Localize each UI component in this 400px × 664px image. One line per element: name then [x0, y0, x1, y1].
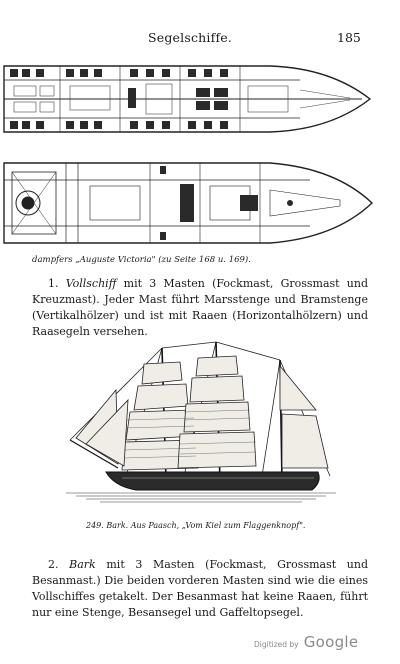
digitized-by-google-watermark: [254, 632, 358, 651]
deck-plan-upper: [0, 62, 400, 136]
watermark-brand: Google: [303, 633, 359, 651]
running-header-title: Segelschiffe.: [148, 30, 233, 45]
bark-ship-illustration: [66, 340, 336, 505]
paragraph-number: 2.: [48, 558, 59, 571]
deck-plan-lower: [0, 160, 400, 246]
paragraph-bark: [32, 557, 368, 621]
figure-caption-deck-plan: dampfers „Auguste Victoria" (zu Seite 168 u. 169).: [32, 255, 251, 265]
figure-caption-bark: 249. Bark. Aus Paasch, „Vom Kiel zum Flaggenknopf".: [86, 521, 306, 530]
paragraph-text: mit 3 Masten (Fockmast, Grossmast und Kreuzmast). Jeder Mast führt Marsstenge und Bramstenge (Vertikalhölzer) und ist mit Raaen (Horizontalhölzern) und Raasegeln versehen.: [32, 277, 368, 338]
page-number: 185: [337, 30, 361, 45]
term-vollschiff: Vollschiff: [65, 277, 117, 290]
paragraph-vollschiff: [32, 276, 368, 340]
term-bark: Bark: [69, 558, 96, 571]
paragraph-text: mit 3 Masten (Fockmast, Grossmast und Besanmast.) Die beiden vorderen Masten sind wie die eines Vollschiffes getakelt. Der Besanmast hat keine Raaen, führt nur eine Stenge, Besansegel und Gaffeltopsegel.: [32, 558, 369, 619]
watermark-prefix: Digitized by: [254, 640, 299, 649]
paragraph-number: 1.: [48, 277, 59, 290]
